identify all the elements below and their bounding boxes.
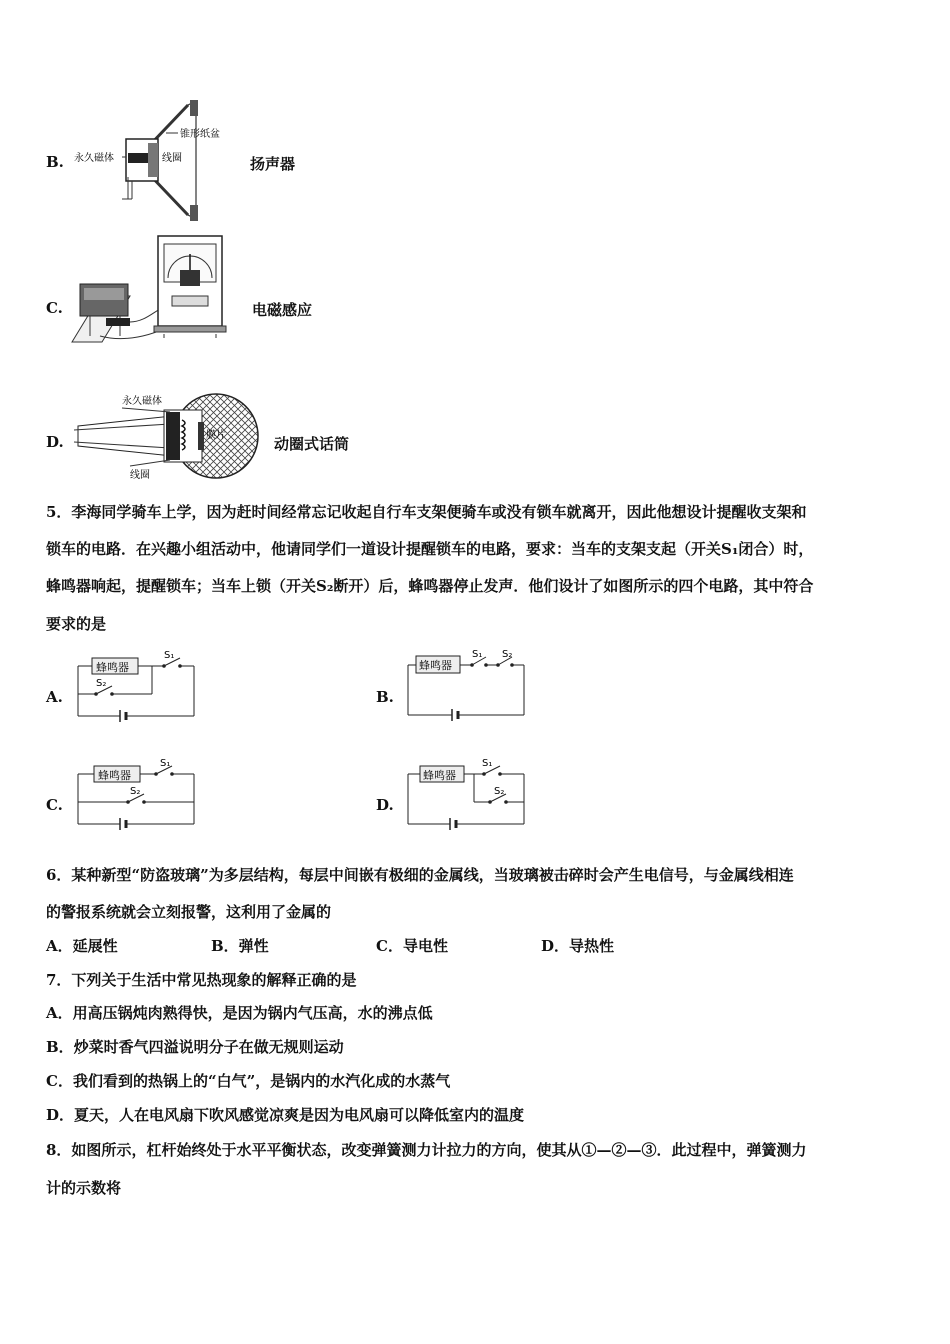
microphone-label-coil: 线圈 (130, 470, 150, 480)
circuit-c-buzzer: 蜂鸣器 (98, 769, 131, 782)
q7-stem: 7．下列关于生活中常见热现象的解释正确的是 (46, 971, 357, 989)
circuit-a-s2: S₂ (96, 678, 107, 689)
q6-option-b: B．弹性 (211, 937, 269, 955)
q7-option-a: A．用高压锅炖肉熟得快，是因为锅内气压高，水的沸点低 (46, 1004, 433, 1022)
option-d-caption: 动圈式话筒 (274, 435, 350, 453)
option-b-caption: 扬声器 (250, 155, 296, 173)
circuit-b-s2: S₂ (502, 649, 513, 660)
circuit-b-buzzer: 蜂鸣器 (419, 659, 452, 672)
circuit-a (72, 648, 202, 723)
microphone-label-diaphragm: 膜片 (206, 430, 226, 441)
circuit-b-s1: S₁ (472, 649, 483, 660)
q7-option-c: C．我们看到的热锅上的“白气”，是锅内的水汽化成的水蒸气 (46, 1072, 451, 1090)
option-d-letter: D. (46, 433, 64, 451)
circuit-d-letter: D. (376, 796, 394, 814)
circuit-c-letter: C. (46, 796, 63, 814)
q5-line-2: 锁车的电路．在兴趣小组活动中，他请同学们一道设计提醒锁车的电路，要求：当车的支架支起（开关S₁闭合）时， (46, 540, 814, 558)
speaker-label-cone: 锥形纸盆 (180, 129, 220, 140)
circuit-a-s1: S₁ (164, 650, 175, 661)
q7-option-b: B．炒菜时香气四溢说明分子在做无规则运动 (46, 1038, 344, 1056)
circuit-a-letter: A. (46, 688, 63, 706)
circuit-b-letter: B. (376, 688, 394, 706)
speaker-label-coil: 线圈 (162, 153, 182, 164)
option-b-letter: B. (46, 153, 64, 171)
circuit-d-s1: S₁ (482, 758, 493, 769)
circuit-d-buzzer: 蜂鸣器 (423, 769, 456, 782)
circuit-c (72, 756, 202, 831)
q5-line-3: 蜂鸣器响起，提醒锁车；当车上锁（开关S₂断开）后，蜂鸣器停止发声．他们设计了如图所示的四个电路，其中符合 (46, 577, 814, 595)
circuit-c-s1: S₁ (160, 758, 171, 769)
option-c-letter: C. (46, 299, 63, 317)
speaker-diagram (70, 95, 240, 225)
q6-line-1: 6．某种新型“防盗玻璃”为多层结构，每层中间嵌有极细的金属线，当玻璃被击碎时会产生电信号，与金属线相连 (46, 866, 794, 884)
q6-option-d: D．导热性 (541, 937, 615, 955)
q5-line-4: 要求的是 (46, 615, 107, 633)
q5-line-1: 5．李海同学骑车上学，因为赶时间经常忘记收起自行车支架便骑车或没有锁车就离开，因此他想设计提醒收支架和 (46, 503, 807, 521)
option-c-caption: 电磁感应 (252, 301, 313, 319)
speaker-label-magnet: 永久磁体 (74, 153, 114, 164)
q7-option-d: D．夏天，人在电风扇下吹风感觉凉爽是因为电风扇可以降低室内的温度 (46, 1106, 525, 1124)
q6-option-c: C．导电性 (376, 937, 448, 955)
circuit-d (402, 756, 532, 831)
q8-line-2: 计的示数将 (46, 1179, 122, 1197)
q8-line-1: 8．如图所示，杠杆始终处于水平平衡状态，改变弹簧测力计拉力的方向，使其从①—②—③．此过程中，弹簧测力 (46, 1141, 807, 1159)
q6-line-2: 的警报系统就会立刻报警，这利用了金属的 (46, 903, 332, 921)
microphone-diagram (70, 388, 270, 480)
circuit-d-s2: S₂ (494, 786, 505, 797)
q6-option-a: A．延展性 (46, 937, 118, 955)
induction-diagram (70, 232, 240, 360)
circuit-a-buzzer: 蜂鸣器 (96, 661, 129, 674)
circuit-c-s2: S₂ (130, 786, 141, 797)
microphone-label-magnet: 永久磁体 (122, 396, 162, 407)
circuit-b (402, 645, 532, 723)
